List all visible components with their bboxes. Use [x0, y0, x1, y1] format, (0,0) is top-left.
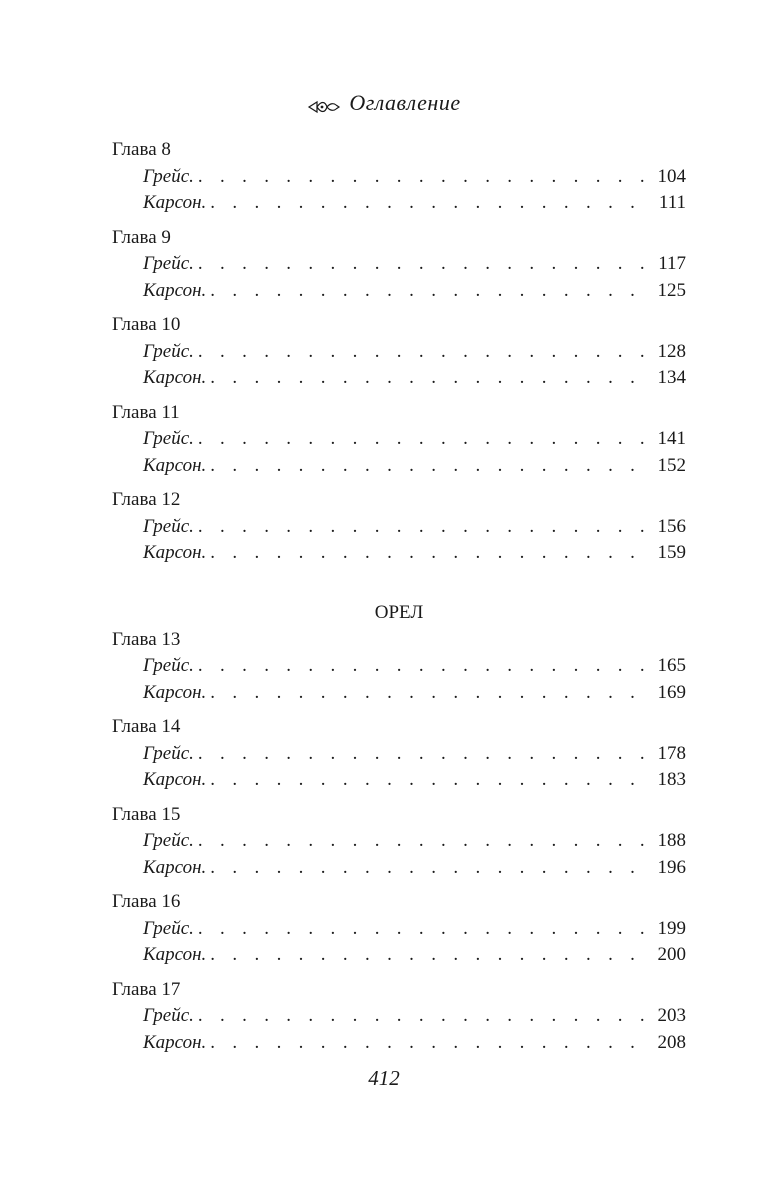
dot-leader — [210, 942, 646, 969]
entry-narrator: Грейс. — [143, 742, 194, 764]
toc-entry — [112, 741, 686, 768]
header-title: Оглавление — [349, 90, 461, 115]
toc-entry — [112, 855, 686, 882]
chapter-title: Глава 14 — [112, 716, 181, 737]
dot-leader — [198, 1003, 646, 1030]
entry-page-number: 104 — [657, 165, 686, 187]
dot-leader — [210, 190, 646, 217]
toc-entry — [112, 190, 686, 217]
chapter-title: Глава 13 — [112, 628, 181, 650]
toc-chapter-group — [112, 400, 686, 480]
entry-narrator: Грейс. — [143, 917, 194, 939]
entry-page-number: 188 — [657, 830, 686, 851]
part-title: ОРЕЛ — [374, 602, 424, 623]
dot-leader — [210, 278, 646, 305]
entry-page-number: 196 — [657, 856, 686, 878]
entry-narrator: Грейс. — [143, 253, 194, 274]
chapter-title: Глава 16 — [112, 891, 181, 912]
entry-narrator: Грейс. — [143, 340, 194, 362]
dot-leader — [210, 540, 646, 567]
dot-leader — [198, 514, 646, 541]
entry-page-number: 156 — [657, 515, 686, 537]
toc-entry — [112, 540, 686, 567]
table-of-contents-part-2 — [112, 600, 686, 1064]
entry-page-number: 128 — [657, 340, 686, 362]
entry-narrator: Карсон. — [143, 192, 207, 213]
dot-leader — [210, 680, 646, 707]
entry-narrator: Грейс. — [143, 515, 194, 537]
entry-narrator: Карсон. — [143, 944, 207, 965]
chapter-title: Глава 15 — [112, 803, 181, 825]
table-of-contents-part-1 — [112, 137, 686, 575]
toc-entry — [112, 365, 686, 392]
chapter-title: Глава 12 — [112, 489, 181, 510]
toc-entry — [112, 916, 686, 943]
entry-narrator: Грейс. — [143, 830, 194, 851]
entry-page-number: 125 — [657, 279, 686, 301]
running-header — [0, 90, 768, 116]
toc-chapter-group — [112, 977, 686, 1057]
entry-narrator: Грейс. — [143, 655, 194, 676]
toc-entry — [112, 767, 686, 794]
entry-narrator: Карсон. — [143, 367, 207, 388]
toc-entry — [112, 1030, 686, 1057]
toc-entry — [112, 426, 686, 453]
toc-entry — [112, 942, 686, 969]
toc-chapter-group — [112, 889, 686, 969]
toc-entry — [112, 1003, 686, 1030]
toc-entry — [112, 278, 686, 305]
toc-entry — [112, 339, 686, 366]
entry-narrator: Карсон. — [143, 769, 207, 790]
dot-leader — [198, 828, 646, 855]
dot-leader — [198, 251, 646, 278]
toc-chapter-group — [112, 137, 686, 217]
toc-entry — [112, 828, 686, 855]
dot-leader — [198, 741, 646, 768]
entry-narrator: Грейс. — [143, 165, 194, 187]
dot-leader — [198, 426, 646, 453]
toc-entry — [112, 164, 686, 191]
toc-chapter-group — [112, 802, 686, 882]
chapter-title: Глава 8 — [112, 139, 171, 160]
dot-leader — [210, 767, 646, 794]
entry-page-number: 165 — [657, 655, 686, 676]
entry-narrator: Карсон. — [143, 279, 207, 301]
entry-page-number: 200 — [657, 944, 686, 965]
entry-page-number: 152 — [657, 454, 686, 476]
entry-page-number: 178 — [657, 742, 686, 764]
toc-chapter-group — [112, 627, 686, 707]
chapter-title: Глава 10 — [112, 314, 181, 335]
entry-narrator: Карсон. — [143, 856, 207, 878]
chapter-title: Глава 9 — [112, 226, 171, 248]
entry-narrator: Карсон. — [143, 542, 207, 563]
entry-page-number: 203 — [657, 1005, 686, 1026]
toc-entry — [112, 653, 686, 680]
toc-entry — [112, 514, 686, 541]
chapter-title: Глава 17 — [112, 978, 181, 1000]
dot-leader — [210, 1030, 646, 1057]
entry-page-number: 117 — [658, 253, 686, 274]
chapter-title: Глава 11 — [112, 401, 180, 423]
dot-leader — [210, 453, 646, 480]
dot-leader — [198, 339, 646, 366]
entry-page-number: 199 — [657, 917, 686, 939]
toc-chapter-group — [112, 487, 686, 567]
dot-leader — [198, 653, 646, 680]
entry-narrator: Грейс. — [143, 428, 194, 449]
dot-leader — [210, 855, 646, 882]
entry-page-number: 111 — [658, 192, 686, 213]
toc-entry — [112, 680, 686, 707]
toc-chapter-group — [112, 714, 686, 794]
toc-entry — [112, 453, 686, 480]
dot-leader — [210, 365, 646, 392]
entry-narrator: Карсон. — [143, 454, 207, 476]
dot-leader — [198, 164, 646, 191]
entry-narrator: Карсон. — [143, 681, 207, 703]
entry-page-number: 159 — [657, 542, 686, 563]
entry-narrator: Грейс. — [143, 1005, 194, 1026]
entry-narrator: Карсон. — [143, 1031, 207, 1053]
entry-page-number: 183 — [657, 769, 686, 790]
dot-leader — [198, 916, 646, 943]
fleuron-ornament-icon — [307, 95, 341, 111]
entry-page-number: 169 — [657, 681, 686, 703]
entry-page-number: 134 — [657, 367, 686, 388]
page-number: 412 — [368, 1066, 400, 1090]
entry-page-number: 141 — [657, 428, 686, 449]
toc-chapter-group — [112, 225, 686, 305]
entry-page-number: 208 — [657, 1031, 686, 1053]
toc-entry — [112, 251, 686, 278]
toc-chapter-group — [112, 312, 686, 392]
